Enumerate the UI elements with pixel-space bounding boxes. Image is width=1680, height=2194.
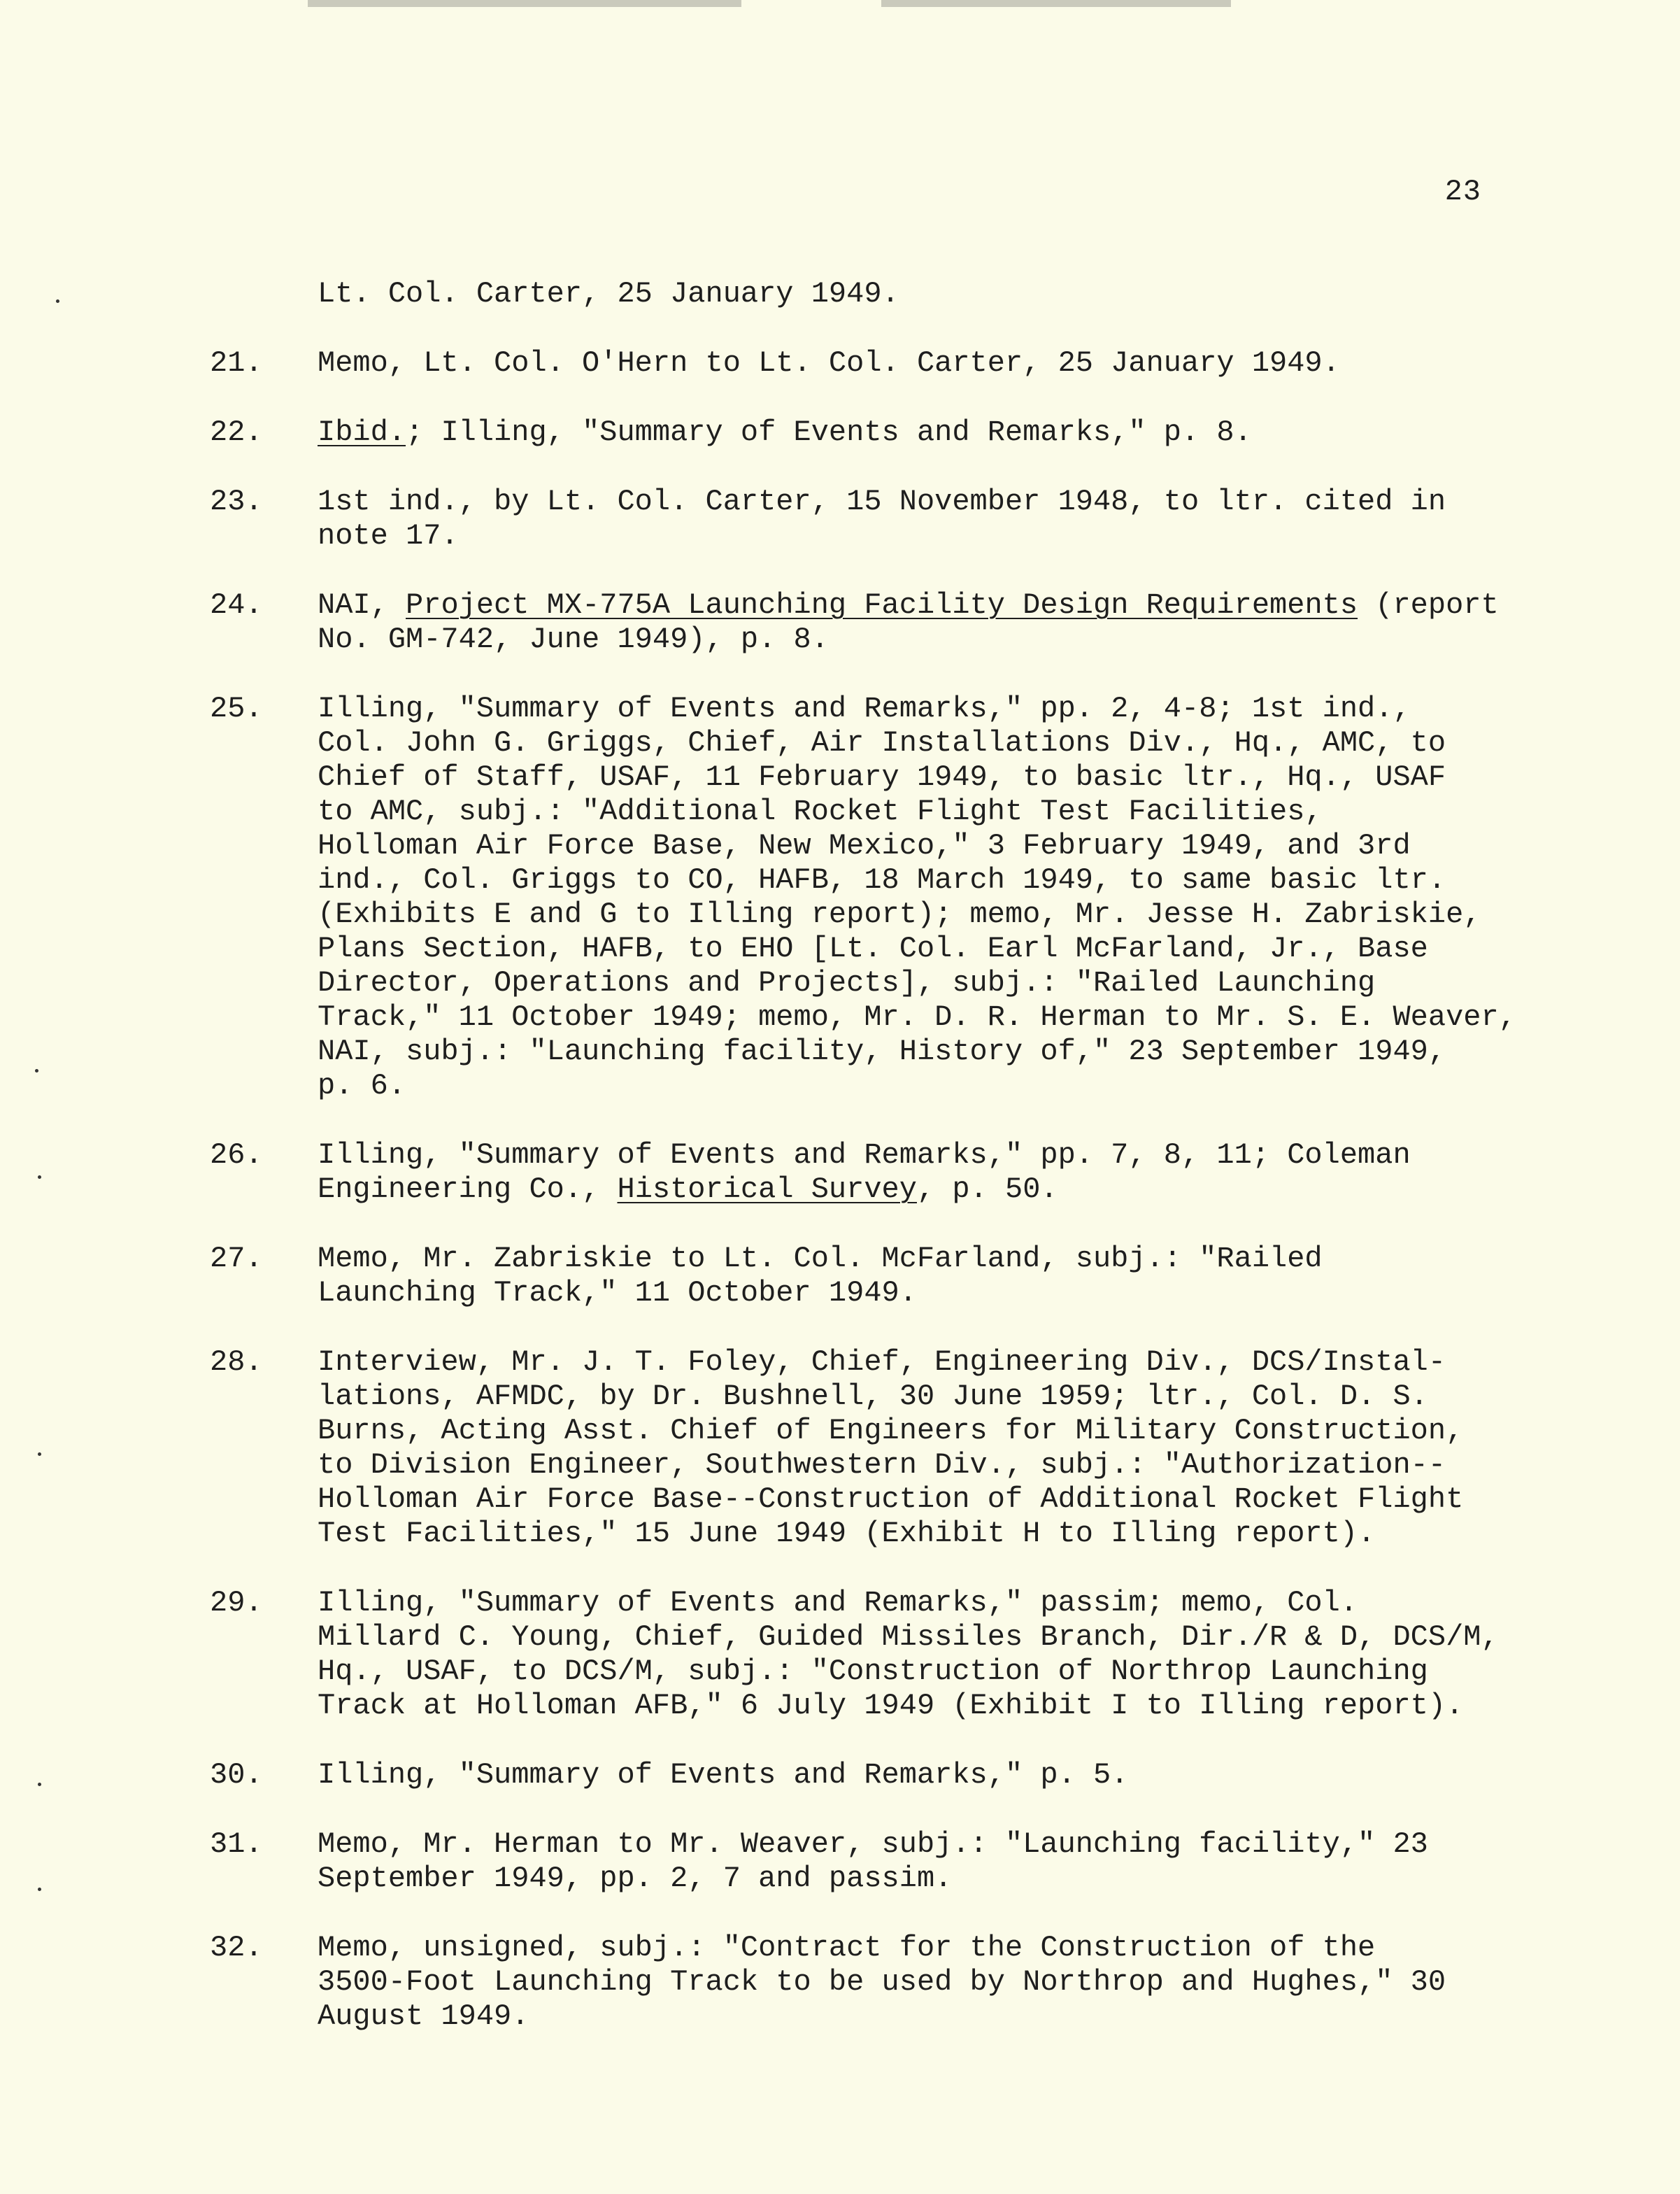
underlined-title: Project MX-775A Launching Facility Design Requirements [406, 588, 1358, 622]
note-text [318, 346, 1539, 381]
note-text-segment: , p. 50. [916, 1173, 1058, 1206]
endnote [210, 1758, 1539, 1792]
endnote [210, 1138, 1539, 1207]
note-text [318, 1758, 1539, 1792]
note-text-segment: Memo, Lt. Col. O'Hern to Lt. Col. Carter, 25 January 1949. [318, 346, 1340, 380]
scan-smudge [881, 0, 1231, 7]
endnote [210, 1931, 1539, 2034]
scan-smudge [308, 0, 741, 7]
note-number: 26. [210, 1138, 263, 1172]
note-text-segment: Memo, Mr. Zabriskie to Lt. Col. McFarland, subj.: "Railed Launching Track," 11 October 1949. [318, 1242, 1323, 1310]
endnote [210, 692, 1539, 1103]
note-number: 25. [210, 692, 263, 726]
note-text [318, 1827, 1539, 1896]
note-number: 22. [210, 416, 263, 449]
note-text-segment: 1st ind., by Lt. Col. Carter, 15 November 1948, to ltr. cited in note 17. [318, 485, 1446, 553]
note-text-segment: ; Illing, "Summary of Events and Remarks," p. 8. [406, 416, 1252, 449]
note-text [318, 1931, 1539, 2034]
note-text [318, 1138, 1539, 1207]
note-text-segment: Illing, "Summary of Events and Remarks," pp. 2, 4-8; 1st ind., Col. John G. Griggs, Chief, Air Installations Div., Hq., AMC, to Chief of Staff, USAF, 11 February 1949, to basic ltr., Hq., USAF to AMC, subj.: "Additional Rocket Flight Test Facilities, Holloman Air Force Base, New Mexico," 3 February 1949, and 3rd ind., Col. Griggs to CO, HAFB, 18 March 1949, to same basic ltr. (Exhibits E and G to Illing report); memo, Mr. Jesse H. Zabriskie, Plans Section, HAFB, to EHO [Lt. Col. Earl McFarland, Jr., Base Director, Operations and Projects], subj.: "Railed Launching Track," 11 October 1949; memo, Mr. D. R. Herman to Mr. S. E. Weaver, NAI, subj.: "Launching facility, History of," 23 September 1949, p. 6. [318, 692, 1516, 1103]
scan-speck [56, 299, 59, 303]
note-text [318, 485, 1539, 553]
scan-speck [38, 1452, 41, 1456]
note-continuation [210, 277, 1539, 311]
note-text [318, 692, 1539, 1103]
endnotes-list [210, 277, 1539, 2069]
note-text [318, 1586, 1539, 1723]
note-text [318, 416, 1539, 450]
note-text-segment: Memo, Mr. Herman to Mr. Weaver, subj.: "Launching facility," 23 September 1949, pp. 2, 7 and passim. [318, 1827, 1428, 1895]
note-text-segment: Illing, "Summary of Events and Remarks," passim; memo, Col. Millard C. Young, Chief, Guided Missiles Branch, Dir./R & D, DCS/M, Hq., USAF, to DCS/M, subj.: "Construction of Northrop Launching Track at Holloman AFB," 6 July 1949 (Exhibit I to Illing report). [318, 1586, 1499, 1722]
note-text-segment: Interview, Mr. J. T. Foley, Chief, Engineering Div., DCS/Instal- lations, AFMDC, by Dr. Bushnell, 30 June 1959; ltr., Col. D. S. Burns, Acting Asst. Chief of Engineers for Military Construction, to Division Engineer, Southwestern Div., subj.: "Authorization-- Holloman Air Force Base--Construction of Additional Rocket Flight Test Facilities," 15 June 1949 (Exhibit H to Illing report). [318, 1345, 1464, 1550]
note-number: 23. [210, 485, 263, 518]
page-number: 23 [1444, 175, 1481, 208]
note-number: 24. [210, 588, 263, 622]
endnote [210, 1586, 1539, 1723]
note-text-segment: (report No. GM-742, June 1949), p. 8. [318, 588, 1499, 656]
note-text: Lt. Col. Carter, 25 January 1949. [318, 277, 899, 311]
scan-speck [38, 1783, 41, 1786]
note-text-segment: Illing, "Summary of Events and Remarks," p. 5. [318, 1758, 1129, 1792]
note-number: 27. [210, 1242, 263, 1275]
endnote [210, 485, 1539, 553]
endnote [210, 588, 1539, 657]
endnote [210, 416, 1539, 450]
underlined-title: Ibid. [318, 416, 406, 449]
scan-speck [38, 1888, 41, 1891]
scan-speck [35, 1069, 38, 1073]
note-text-segment: Memo, unsigned, subj.: "Contract for the Construction of the 3500-Foot Launching Track to be used by Northrop and Hughes," 30 August 1949. [318, 1931, 1446, 2033]
endnote [210, 1345, 1539, 1551]
note-number: 32. [210, 1931, 263, 1965]
note-number: 28. [210, 1345, 263, 1379]
endnote [210, 1242, 1539, 1310]
endnote [210, 1827, 1539, 1896]
note-number: 30. [210, 1758, 263, 1792]
note-text [318, 588, 1539, 657]
note-text-segment: NAI, [318, 588, 406, 622]
endnotes-entries [210, 346, 1539, 2034]
note-text-segment: Illing, "Summary of Events and Remarks," pp. 7, 8, 11; Coleman Engineering Co., [318, 1138, 1411, 1206]
note-number: 21. [210, 346, 263, 380]
underlined-title: Historical Survey [617, 1173, 917, 1206]
note-number: 29. [210, 1586, 263, 1620]
note-text [318, 1242, 1539, 1310]
scan-speck [38, 1175, 41, 1179]
endnote [210, 346, 1539, 381]
note-text [318, 1345, 1539, 1551]
note-number: 31. [210, 1827, 263, 1861]
